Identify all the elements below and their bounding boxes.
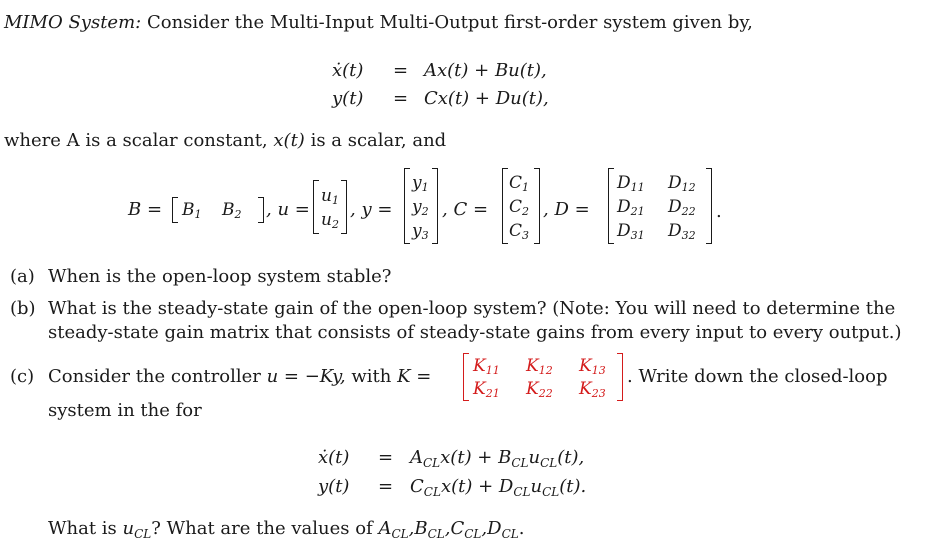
- where-prefix: where A is a scalar constant,: [4, 130, 268, 151]
- cl-eq1-rhs: $A_{CL}x(t) + B_{CL}u_{CL}(t)$,: [410, 447, 585, 470]
- B-matrix: B1 B2: [172, 197, 264, 223]
- cl-eq1-equals: =: [378, 447, 394, 468]
- controller-law: u = −Ky,: [266, 366, 346, 387]
- item-c-line2: system in the for: [48, 400, 202, 421]
- where-var: x(t): [273, 130, 305, 151]
- B-label: B =: [128, 199, 163, 220]
- cl-eq2-rhs: $C_{CL}x(t) + D_{CL}u_{CL}(t)$.: [410, 476, 587, 499]
- eq1-lhs: ẋ(t): [332, 60, 364, 81]
- cl-eq2-equals: =: [378, 476, 394, 497]
- matrices-end: .: [716, 201, 722, 222]
- intro-title: MIMO System:: [4, 12, 142, 33]
- y-label: , y =: [350, 199, 393, 220]
- item-b-line1: What is the steady-state gain of the open-loop system? (Note: You will need to determine the: [48, 298, 896, 319]
- eq1-rhs: Ax(t) + Bu(t),: [424, 60, 547, 81]
- K-label: K =: [397, 366, 432, 387]
- C-label: , C =: [442, 199, 489, 220]
- item-b-line2: steady-state gain matrix that consists of steady-state gains from every input to every output.): [48, 322, 902, 343]
- u-vector: u1 u2: [313, 180, 347, 234]
- item-b-label: (b): [10, 298, 36, 319]
- item-a-text: When is the open-loop system stable?: [48, 266, 392, 287]
- eq2-rhs: Cx(t) + Du(t),: [424, 88, 549, 109]
- eq2-lhs: y(t): [332, 88, 364, 109]
- eq2-equals: =: [393, 88, 409, 109]
- final-question: What is $u_{CL}$? What are the values of $A_{CL},B_{CL},C_{CL},D_{CL}$.: [48, 518, 525, 541]
- cl-eq2-lhs: y(t): [318, 476, 350, 497]
- where-suffix: is a scalar, and: [310, 130, 447, 151]
- u-label: , u =: [266, 199, 310, 220]
- item-a-label: (a): [10, 266, 35, 287]
- D-label: , D =: [543, 199, 590, 220]
- item-c-text1: Consider the controller u = −Ky, with K =: [48, 366, 432, 387]
- eq1-equals: =: [393, 60, 409, 81]
- y-vector: y1 y2 y3: [404, 168, 438, 244]
- where-line: [4, 132, 446, 150]
- item-c-text3: . Write down the closed-loop: [627, 366, 888, 387]
- K-matrix: K11 K12 K13 K21 K22 K23: [463, 353, 623, 401]
- intro-text: Consider the Multi-Input Multi-Output first-order system given by,: [146, 12, 753, 33]
- item-c-label: (c): [10, 366, 35, 387]
- cl-eq1-lhs: ẋ(t): [318, 447, 350, 468]
- intro-line: [4, 14, 753, 32]
- C-vector: C1 C2 C3: [502, 168, 540, 244]
- D-matrix: D11 D12 D21 D22 D31 D32: [608, 168, 712, 244]
